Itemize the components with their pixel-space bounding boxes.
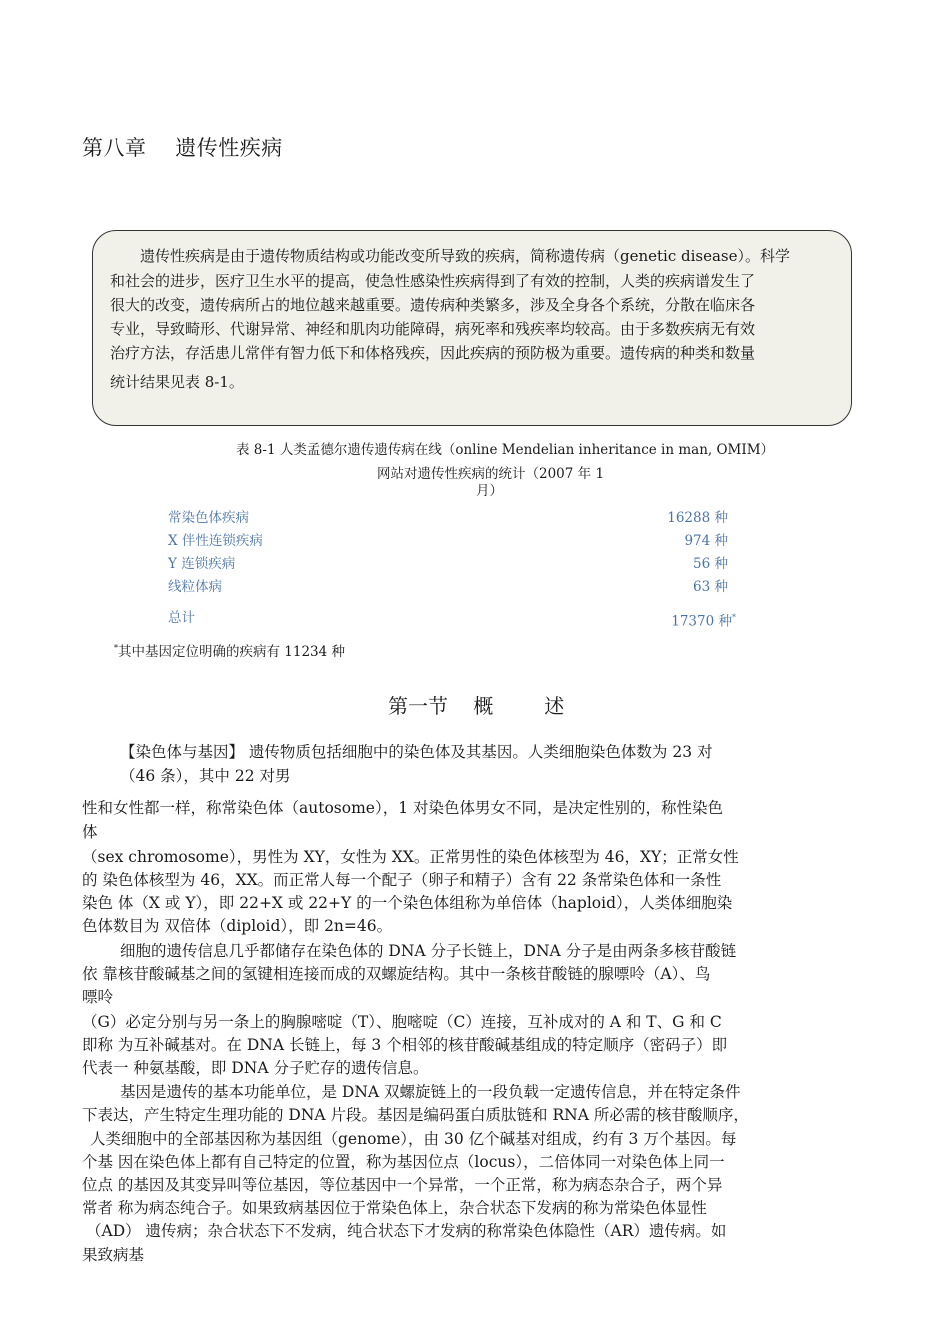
- body-line: 细胞的遗传信息几乎都储存在染色体的 DNA 分子长链上，DNA 分子是由两条多核苷酸链: [120, 942, 737, 960]
- table-caption-line1: 表 8-1 人类孟德尔遗传遗传病在线（online Mendelian inheritance in man, OMIM）: [236, 442, 775, 458]
- body-line: （G）必定分别与另一条上的胸腺嘧啶（T）、胞嘧啶（C）连接，互补成对的 A 和 T、G 和 C: [82, 1013, 722, 1031]
- chapter-title: 第八章 遗传性疾病: [82, 136, 283, 160]
- table-row-label: 常染色体疾病: [168, 510, 249, 526]
- intro-line: 专业，导致畸形、代谢异常、神经和肌肉功能障碍，病死率和残疾率均较高。由于多数疾病无有效: [110, 320, 756, 338]
- body-line: 染色 体（X 或 Y），即 22+X 或 22+Y 的一个染色体组称为单倍体（haploid），人类体细胞染: [82, 894, 733, 912]
- body-line: 果致病基: [82, 1246, 145, 1264]
- table-row-value: 974 种: [684, 533, 728, 549]
- table-total-mark: *: [732, 613, 736, 622]
- footnote-text: 其中基因定位明确的疾病有 11234 种: [118, 644, 346, 660]
- table-row-label: X 伴性连锁疾病: [168, 533, 263, 549]
- body-line: 基因是遗传的基本功能单位，是 DNA 双螺旋链上的一段负载一定遗传信息，并在特定条件: [120, 1083, 741, 1101]
- table-caption-line2: 网站对遗传性疾病的统计（2007 年 1: [377, 466, 605, 482]
- table-total-number: 17370 种: [671, 613, 732, 630]
- intro-line: 和社会的进步，医疗卫生水平的提高，使急性感染性疾病得到了有效的控制，人类的疾病谱发生了: [110, 272, 756, 290]
- table-row-label: 线粒体病: [168, 579, 222, 595]
- table-total-value: [600, 609, 736, 631]
- table-row-value: 16288 种: [667, 510, 728, 526]
- body-line: 位点 的基因及其变异叫等位基因，等位基因中一个异常，一个正常，称为病态杂合子，两个异: [82, 1176, 723, 1194]
- body-line: 依 靠核苷酸碱基之间的氢键相连接而成的双螺旋结构。其中一条核苷酸链的腺嘌呤（A）、鸟: [82, 965, 711, 983]
- intro-line: 治疗方法，存活患儿常伴有智力低下和体格残疾，因此疾病的预防极为重要。遗传病的种类和数量: [110, 344, 756, 362]
- intro-line: 统计结果见表 8-1。: [110, 373, 244, 391]
- footnote-mark: *: [114, 643, 118, 653]
- intro-line: 遗传性疾病是由于遗传物质结构或功能改变所导致的疾病，简称遗传病（genetic disease）。科学: [110, 247, 791, 265]
- body-line: 色体数目为 双倍体（diploid），即 2n=46。: [82, 917, 393, 935]
- body-line: （sex chromosome），男性为 XY，女性为 XX。正常男性的染色体核型为 46，XY；正常女性: [82, 848, 739, 866]
- table-row-value: 56 种: [693, 556, 728, 572]
- body-line: 下表达，产生特定生理功能的 DNA 片段。基因是编码蛋白质肽链和 RNA 所必需的核苷酸顺序，: [82, 1106, 749, 1124]
- table-caption-line3: 月）: [476, 483, 503, 499]
- body-line: 【染色体与基因】 遗传物质包括细胞中的染色体及其基因。人类细胞染色体数为 23 对: [120, 743, 713, 761]
- body-line: 人类细胞中的全部基因称为基因组（genome），由 30 亿个碱基对组成，约有 3 万个基因。每: [90, 1130, 737, 1148]
- body-line: 性和女性都一样，称常染色体（autosome），1 对染色体男女不同，是决定性别的，称性染色: [82, 799, 723, 817]
- body-line: 个基 因在染色体上都有自己特定的位置，称为基因位点（locus），二倍体同一对染色体上同一: [82, 1153, 725, 1171]
- body-line: 的 染色体核型为 46，XX。而正常人每一个配子（卵子和精子）含有 22 条常染色体和一条性: [82, 871, 722, 889]
- body-line: （AD） 遗传病；杂合状态下不发病，纯合状态下才发病的称常染色体隐性（AR）遗传病。如: [86, 1222, 727, 1240]
- table-total-label: 总计: [168, 610, 195, 626]
- body-line: 即称 为互补碱基对。在 DNA 长链上，每 3 个相邻的核苷酸碱基组成的特定顺序（密码子）即: [82, 1036, 728, 1054]
- body-line: 嘌呤: [82, 988, 114, 1006]
- body-line: （46 条），其中 22 对男: [120, 767, 291, 785]
- body-line: 常者 称为病态纯合子。如果致病基因位于常染色体上，杂合状态下发病的称为常染色体显性: [82, 1199, 707, 1217]
- table-row-label: Y 连锁疾病: [168, 556, 236, 572]
- table-footnote: [114, 640, 345, 660]
- body-line: 代表一 种氨基酸，即 DNA 分子贮存的遗传信息。: [82, 1059, 429, 1077]
- table-row-value: 63 种: [693, 579, 728, 595]
- body-line: 体: [82, 823, 98, 841]
- section-title: 第一节 概 述: [388, 694, 565, 718]
- intro-line: 很大的改变，遗传病所占的地位越来越重要。遗传病种类繁多，涉及全身各个系统，分散在临床各: [110, 296, 756, 314]
